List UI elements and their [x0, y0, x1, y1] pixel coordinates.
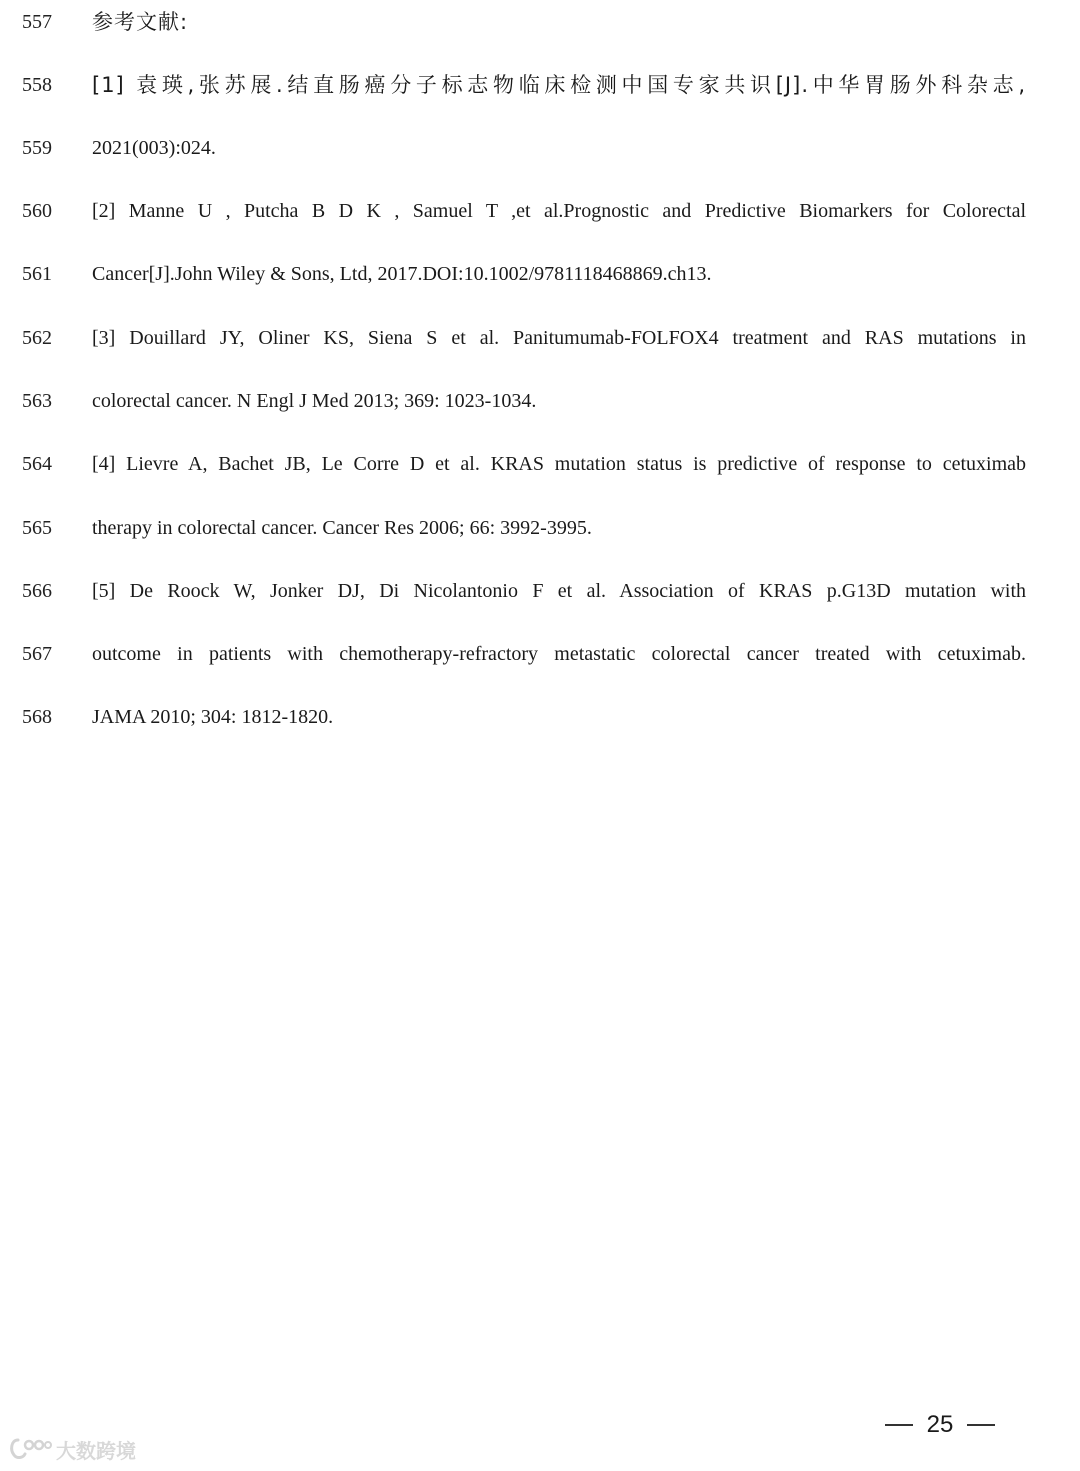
- line-number: 561: [22, 263, 52, 285]
- document-line: [0, 318, 1080, 358]
- document-line: [0, 571, 1080, 611]
- footer-dash-left: [885, 1424, 913, 1426]
- document-line: [0, 508, 1080, 548]
- reference-text: [4] Lievre A, Bachet JB, Le Corre D et al. KRAS mutation status is predictive of response to cetuximab: [92, 453, 1026, 475]
- reference-text: [2] Manne U , Putcha B D K , Samuel T ,et al.Prognostic and Predictive Biomarkers for Colorectal: [92, 200, 1026, 222]
- line-number: 564: [22, 453, 52, 475]
- document-line: [0, 254, 1080, 294]
- reference-text: [1] 袁瑛,张苏展.结直肠癌分子标志物临床检测中国专家共识[J].中华胃肠外科杂志,: [92, 73, 1026, 97]
- line-number: 557: [22, 11, 52, 33]
- reference-text: therapy in colorectal cancer. Cancer Res 2006; 66: 3992-3995.: [92, 517, 592, 539]
- document-line: [0, 381, 1080, 421]
- reference-text: [3] Douillard JY, Oliner KS, Siena S et al. Panitumumab-FOLFOX4 treatment and RAS mutations in: [92, 327, 1026, 349]
- line-number: 568: [22, 706, 52, 728]
- line-number: 563: [22, 390, 52, 412]
- document-line: [0, 634, 1080, 674]
- reference-text: outcome in patients with chemotherapy-refractory metastatic colorectal cancer treated with cetuximab.: [92, 643, 1026, 665]
- watermark-text: 大数跨境: [56, 1438, 136, 1463]
- page-number: 25: [926, 1411, 954, 1438]
- line-number: 566: [22, 580, 52, 602]
- reference-text: JAMA 2010; 304: 1812-1820.: [92, 706, 334, 728]
- document-line: [0, 65, 1080, 105]
- document-line: [0, 2, 1080, 42]
- document-line: [0, 191, 1080, 231]
- line-number: 567: [22, 643, 52, 665]
- page-footer: [880, 1405, 1000, 1445]
- line-number: 562: [22, 327, 52, 349]
- line-number: 565: [22, 517, 52, 539]
- document-line: [0, 444, 1080, 484]
- references-heading: 参考文献:: [92, 10, 189, 34]
- watermark-logo-icon: [8, 1436, 52, 1462]
- reference-text: 2021(003):024.: [92, 137, 216, 159]
- document-line: [0, 697, 1080, 737]
- document-line: [0, 128, 1080, 168]
- watermark: [8, 1432, 136, 1466]
- footer-dash-right: [967, 1424, 995, 1426]
- line-number: 560: [22, 200, 52, 222]
- reference-text: colorectal cancer. N Engl J Med 2013; 369: 1023-1034.: [92, 390, 537, 412]
- reference-text: Cancer[J].John Wiley & Sons, Ltd, 2017.DOI:10.1002/9781118468869.ch13.: [92, 263, 712, 285]
- line-number: 558: [22, 74, 52, 96]
- reference-text: [5] De Roock W, Jonker DJ, Di Nicolantonio F et al. Association of KRAS p.G13D mutation with: [92, 580, 1026, 602]
- line-number: 559: [22, 137, 52, 159]
